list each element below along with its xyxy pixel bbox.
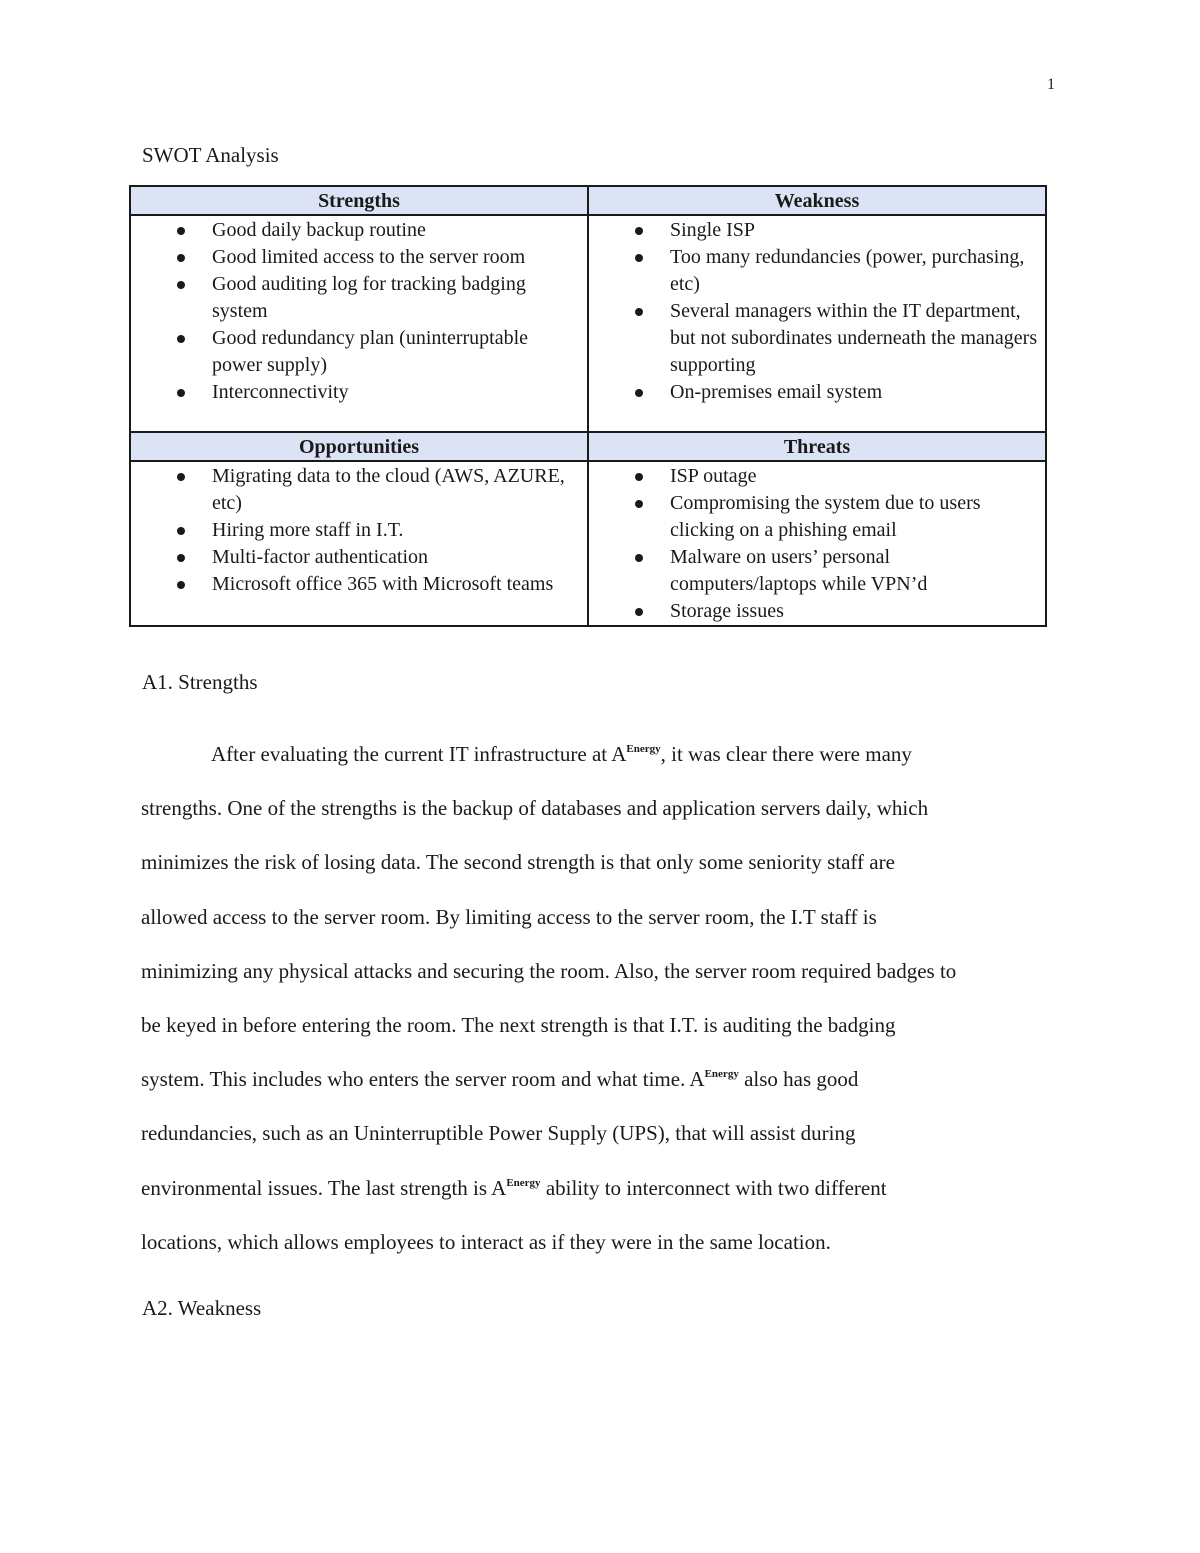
bullet-icon bbox=[635, 554, 643, 562]
bullet-icon bbox=[177, 473, 185, 481]
list-item bbox=[131, 325, 581, 379]
list-item bbox=[589, 298, 1039, 379]
list-item-text: On-premises email system bbox=[670, 381, 883, 403]
section-heading-a2: A2. Weakness bbox=[142, 1296, 262, 1320]
paragraph-line: minimizing any physical attacks and securing the room. Also, the server room required badges to bbox=[141, 958, 957, 983]
list-item-text: Single ISP bbox=[670, 219, 756, 241]
paragraph-line: redundancies, such as an Uninterruptible Power Supply (UPS), that will assist during bbox=[141, 1121, 856, 1146]
strengths-paragraph bbox=[141, 727, 1061, 1269]
list-item-text: Good daily backup routine bbox=[212, 219, 426, 241]
list-item bbox=[131, 217, 581, 244]
bullet-icon bbox=[635, 608, 643, 616]
strengths-header: Strengths bbox=[130, 186, 588, 215]
list-item bbox=[131, 517, 581, 544]
bullet-icon bbox=[635, 500, 643, 508]
bullet-icon bbox=[177, 527, 185, 535]
bullet-icon bbox=[635, 254, 643, 262]
list-item-text: Interconnectivity bbox=[212, 381, 349, 403]
list-item-text: Hiring more staff in I.T. bbox=[212, 519, 404, 541]
bullet-icon bbox=[177, 554, 185, 562]
paragraph-line: After evaluating the current IT infrastructure at $A^{Energy}$, it was clear there were many bbox=[211, 742, 912, 766]
page-number: 1 bbox=[1047, 76, 1055, 93]
swot-row bbox=[130, 215, 1046, 432]
swot-header-row bbox=[130, 432, 1046, 461]
opportunities-list bbox=[131, 462, 587, 598]
list-item bbox=[131, 379, 581, 406]
bullet-icon bbox=[635, 308, 643, 316]
bullet-icon bbox=[177, 335, 185, 343]
list-item-text: Too many redundancies (power, purchasing, etc) bbox=[670, 246, 1025, 295]
list-item-text: Compromising the system due to users clicking on a phishing email bbox=[670, 492, 981, 541]
threats-list bbox=[589, 462, 1045, 625]
list-item bbox=[131, 463, 581, 517]
list-item bbox=[589, 490, 1039, 544]
bullet-icon bbox=[635, 227, 643, 235]
company-name: $A^{Energy}$ bbox=[689, 1067, 739, 1092]
paragraph-line: system. This includes who enters the server room and what time. $A^{Energy}$ also has good bbox=[141, 1067, 859, 1092]
list-item bbox=[589, 217, 1039, 244]
list-item-text: Good limited access to the server room bbox=[212, 246, 526, 268]
company-name: $A^{Energy}$ bbox=[611, 742, 661, 766]
bullet-icon bbox=[177, 581, 185, 589]
swot-table bbox=[129, 185, 1047, 627]
list-item bbox=[589, 598, 1039, 625]
threats-header: Threats bbox=[588, 432, 1046, 461]
list-item-text: Several managers within the IT department, but not subordinates underneath the managers supporting bbox=[670, 300, 1038, 376]
bullet-icon bbox=[635, 473, 643, 481]
company-name: $A^{Energy}$ bbox=[491, 1175, 541, 1200]
list-item-text: ISP outage bbox=[670, 465, 757, 487]
list-item-text: Malware on users’ personal computers/laptops while VPN’d bbox=[670, 546, 928, 595]
swot-header-row bbox=[130, 186, 1046, 215]
list-item-text: Good auditing log for tracking badging system bbox=[212, 273, 526, 322]
paragraph-line: allowed access to the server room. By limiting access to the server room, the I.T staff is bbox=[141, 904, 877, 929]
document-title: SWOT Analysis bbox=[142, 143, 279, 167]
weakness-cell bbox=[588, 215, 1046, 432]
paragraph-line: strengths. One of the strengths is the backup of databases and application servers daily, which bbox=[141, 796, 929, 821]
strengths-list bbox=[131, 216, 587, 406]
list-item bbox=[589, 463, 1039, 490]
paragraph-line: locations, which allows employees to interact as if they were in the same location. bbox=[141, 1229, 831, 1254]
list-item bbox=[131, 571, 581, 598]
swot-row bbox=[130, 461, 1046, 626]
strengths-cell bbox=[130, 215, 588, 432]
opportunities-header: Opportunities bbox=[130, 432, 588, 461]
bullet-icon bbox=[177, 389, 185, 397]
list-item-text: Migrating data to the cloud (AWS, AZURE, etc) bbox=[212, 465, 565, 514]
list-item bbox=[589, 379, 1039, 406]
list-item-text: Multi-factor authentication bbox=[212, 546, 429, 568]
list-item-text: Good redundancy plan (uninterruptable power supply) bbox=[212, 327, 529, 376]
bullet-icon bbox=[177, 254, 185, 262]
list-item bbox=[131, 271, 581, 325]
paragraph-line: minimizes the risk of losing data. The second strength is that only some seniority staff are bbox=[141, 850, 895, 875]
bullet-icon bbox=[635, 389, 643, 397]
paragraph-line: be keyed in before entering the room. The next strength is that I.T. is auditing the badging bbox=[141, 1013, 896, 1038]
weakness-header: Weakness bbox=[588, 186, 1046, 215]
bullet-icon bbox=[177, 227, 185, 235]
bullet-icon bbox=[177, 281, 185, 289]
list-item-text: Microsoft office 365 with Microsoft teams bbox=[212, 573, 554, 595]
list-item bbox=[131, 244, 581, 271]
list-item bbox=[131, 544, 581, 571]
threats-cell bbox=[588, 461, 1046, 626]
section-heading-a1: A1. Strengths bbox=[142, 670, 258, 694]
weakness-list bbox=[589, 216, 1045, 406]
opportunities-cell bbox=[130, 461, 588, 626]
list-item bbox=[589, 544, 1039, 598]
paragraph-line: environmental issues. The last strength is $A^{Energy}$ ability to interconnect with two different bbox=[141, 1175, 887, 1200]
list-item-text: Storage issues bbox=[670, 600, 784, 622]
list-item bbox=[589, 244, 1039, 298]
